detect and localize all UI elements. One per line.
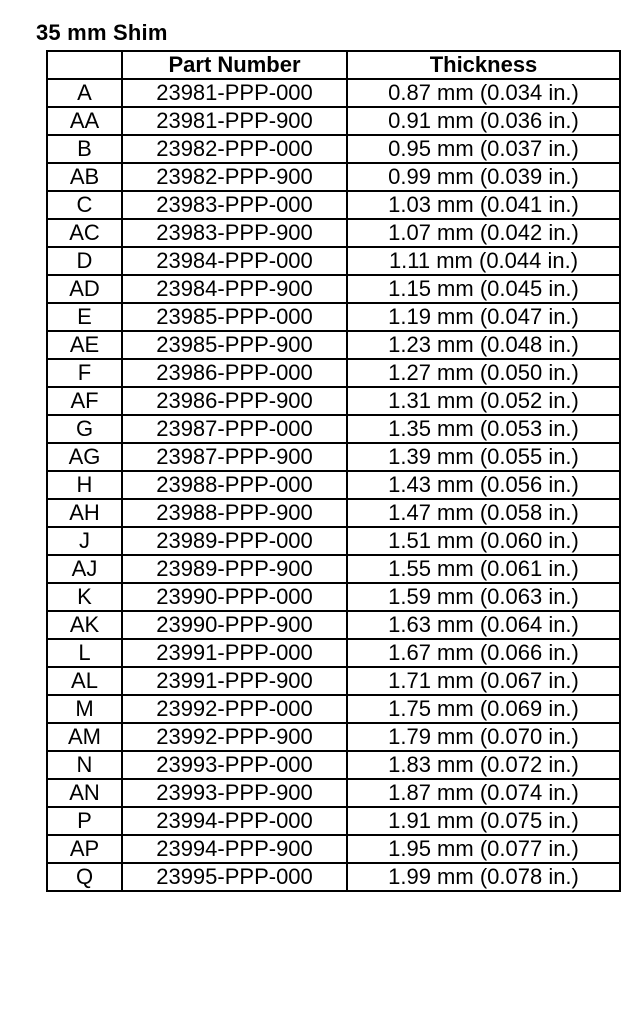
header-thickness: Thickness [347,51,620,79]
thickness-cell: 1.83 mm (0.072 in.) [347,751,620,779]
shim-code-cell: AL [47,667,122,695]
thickness-cell: 1.47 mm (0.058 in.) [347,499,620,527]
part-number-cell: 23993-PPP-900 [122,779,347,807]
table-row [47,331,620,359]
part-number-cell: 23984-PPP-900 [122,275,347,303]
thickness-cell: 1.07 mm (0.042 in.) [347,219,620,247]
table-row [47,247,620,275]
table-row [47,555,620,583]
table-row [47,135,620,163]
thickness-cell: 1.27 mm (0.050 in.) [347,359,620,387]
shim-code-cell: AA [47,107,122,135]
part-number-cell: 23985-PPP-900 [122,331,347,359]
table-row [47,79,620,107]
part-number-cell: 23982-PPP-000 [122,135,347,163]
shim-code-cell: AN [47,779,122,807]
shim-code-cell: F [47,359,122,387]
part-number-cell: 23983-PPP-900 [122,219,347,247]
table-row [47,695,620,723]
table-title: 35 mm Shim [36,20,168,45]
part-number-cell: 23987-PPP-900 [122,443,347,471]
thickness-cell: 1.79 mm (0.070 in.) [347,723,620,751]
part-number-cell: 23990-PPP-000 [122,583,347,611]
table-row [47,415,620,443]
part-number-cell: 23986-PPP-900 [122,387,347,415]
shim-code-cell: Q [47,863,122,891]
part-number-cell: 23981-PPP-900 [122,107,347,135]
table-row [47,527,620,555]
shim-code-cell: H [47,471,122,499]
shim-code-cell: AH [47,499,122,527]
part-number-cell: 23984-PPP-000 [122,247,347,275]
part-number-cell: 23982-PPP-900 [122,163,347,191]
thickness-cell: 1.23 mm (0.048 in.) [347,331,620,359]
table-row [47,751,620,779]
shim-code-cell: B [47,135,122,163]
thickness-cell: 1.31 mm (0.052 in.) [347,387,620,415]
shim-code-cell: AF [47,387,122,415]
part-number-cell: 23994-PPP-900 [122,835,347,863]
table-row [47,667,620,695]
part-number-cell: 23992-PPP-900 [122,723,347,751]
table-row [47,191,620,219]
part-number-cell: 23995-PPP-000 [122,863,347,891]
shim-code-cell: AK [47,611,122,639]
part-number-cell: 23989-PPP-900 [122,555,347,583]
shim-code-cell: L [47,639,122,667]
thickness-cell: 1.87 mm (0.074 in.) [347,779,620,807]
thickness-cell: 1.03 mm (0.041 in.) [347,191,620,219]
thickness-cell: 1.91 mm (0.075 in.) [347,807,620,835]
shim-code-cell: K [47,583,122,611]
part-number-cell: 23991-PPP-000 [122,639,347,667]
thickness-cell: 1.35 mm (0.053 in.) [347,415,620,443]
table-row [47,499,620,527]
table-row [47,807,620,835]
thickness-cell: 1.71 mm (0.067 in.) [347,667,620,695]
table-row [47,219,620,247]
table-row [47,583,620,611]
part-number-cell: 23987-PPP-000 [122,415,347,443]
shim-code-cell: P [47,807,122,835]
part-number-cell: 23981-PPP-000 [122,79,347,107]
part-number-cell: 23983-PPP-000 [122,191,347,219]
part-number-cell: 23990-PPP-900 [122,611,347,639]
part-number-cell: 23991-PPP-900 [122,667,347,695]
thickness-cell: 1.59 mm (0.063 in.) [347,583,620,611]
table-row [47,387,620,415]
shim-code-cell: AD [47,275,122,303]
thickness-cell: 1.15 mm (0.045 in.) [347,275,620,303]
table-row [47,107,620,135]
part-number-cell: 23988-PPP-900 [122,499,347,527]
thickness-cell: 1.63 mm (0.064 in.) [347,611,620,639]
table-row [47,275,620,303]
thickness-cell: 1.55 mm (0.061 in.) [347,555,620,583]
header-shim-code [47,51,122,79]
table-row [47,303,620,331]
table-row [47,443,620,471]
part-number-cell: 23992-PPP-000 [122,695,347,723]
header-row [47,51,620,79]
thickness-cell: 1.11 mm (0.044 in.) [347,247,620,275]
thickness-cell: 0.99 mm (0.039 in.) [347,163,620,191]
shim-code-cell: M [47,695,122,723]
shim-code-cell: AG [47,443,122,471]
thickness-cell: 1.95 mm (0.077 in.) [347,835,620,863]
part-number-cell: 23986-PPP-000 [122,359,347,387]
thickness-cell: 1.99 mm (0.078 in.) [347,863,620,891]
shim-table [46,50,621,892]
table-body [47,79,620,891]
part-number-cell: 23985-PPP-000 [122,303,347,331]
thickness-cell: 1.75 mm (0.069 in.) [347,695,620,723]
shim-code-cell: D [47,247,122,275]
thickness-cell: 1.43 mm (0.056 in.) [347,471,620,499]
table-row [47,163,620,191]
part-number-cell: 23994-PPP-000 [122,807,347,835]
shim-code-cell: AP [47,835,122,863]
shim-code-cell: AE [47,331,122,359]
table-row [47,471,620,499]
part-number-cell: 23989-PPP-000 [122,527,347,555]
thickness-cell: 1.39 mm (0.055 in.) [347,443,620,471]
table-row [47,835,620,863]
table-row [47,611,620,639]
table-row [47,639,620,667]
shim-code-cell: AM [47,723,122,751]
shim-code-cell: A [47,79,122,107]
shim-code-cell: J [47,527,122,555]
thickness-cell: 0.91 mm (0.036 in.) [347,107,620,135]
thickness-cell: 0.95 mm (0.037 in.) [347,135,620,163]
table-row [47,359,620,387]
thickness-cell: 1.51 mm (0.060 in.) [347,527,620,555]
table-row [47,779,620,807]
shim-code-cell: E [47,303,122,331]
table-row [47,863,620,891]
part-number-cell: 23988-PPP-000 [122,471,347,499]
table-row [47,723,620,751]
shim-code-cell: AJ [47,555,122,583]
part-number-cell: 23993-PPP-000 [122,751,347,779]
shim-code-cell: AC [47,219,122,247]
shim-code-cell: N [47,751,122,779]
shim-code-cell: C [47,191,122,219]
shim-code-cell: AB [47,163,122,191]
header-part-number: Part Number [122,51,347,79]
shim-code-cell: G [47,415,122,443]
thickness-cell: 0.87 mm (0.034 in.) [347,79,620,107]
thickness-cell: 1.67 mm (0.066 in.) [347,639,620,667]
thickness-cell: 1.19 mm (0.047 in.) [347,303,620,331]
